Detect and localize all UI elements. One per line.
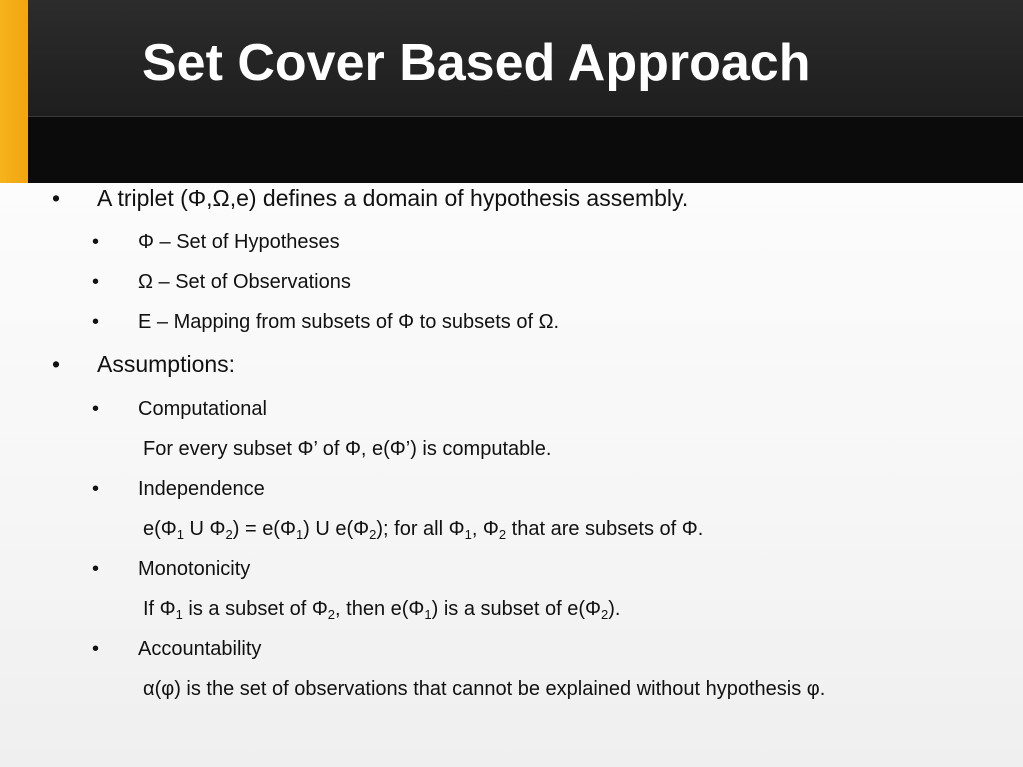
monotonicity-description: If $\Phi_1$ is a subset of $\Phi_2$, then $e(\Phi_1)$ is a subset of $e(\Phi_2)$. [143, 598, 621, 622]
bullet-marker: • [92, 271, 100, 293]
bullet-set-of-hypotheses: Φ – Set of Hypotheses [138, 231, 340, 253]
accountability-description: α(φ) is the set of observations that cannot be explained without hypothesis φ. [143, 678, 826, 700]
title-bar-divider [0, 116, 1023, 117]
bullet-marker: • [92, 638, 100, 660]
bullet-mapping: E – Mapping from subsets of Φ to subsets of Ω. [138, 311, 560, 333]
bullet-marker: • [52, 185, 61, 211]
computational-description: For every subset Φ’ of Φ, e(Φ’) is computable. [143, 438, 552, 460]
title-bar [0, 0, 1023, 183]
bullet-set-of-observations: Ω – Set of Observations [138, 271, 351, 293]
accent-stripe [0, 0, 28, 183]
bullet-marker: • [52, 351, 61, 377]
bullet-marker: • [92, 478, 100, 500]
independence-description: $e(\Phi_1$ U $\Phi_2) = e(\Phi_1)$ U $e(\Phi_2)$; for all $\Phi_1$, $\Phi_2$ that are subsets of Φ. [143, 518, 704, 542]
bullet-triplet-definition: A triplet (Φ,Ω,e) defines a domain of hypothesis assembly. [97, 185, 689, 211]
bullet-marker: • [92, 558, 100, 580]
bullet-independence: Independence [138, 478, 265, 500]
bullet-assumptions: Assumptions: [97, 351, 236, 377]
bullet-monotonicity: Monotonicity [138, 558, 251, 580]
bullet-marker: • [92, 311, 100, 333]
slide-title: Set Cover Based Approach [142, 34, 811, 92]
bullet-computational: Computational [138, 398, 267, 420]
bullet-accountability: Accountability [138, 638, 262, 660]
bullet-marker: • [92, 231, 100, 253]
bullet-marker: • [92, 398, 100, 420]
